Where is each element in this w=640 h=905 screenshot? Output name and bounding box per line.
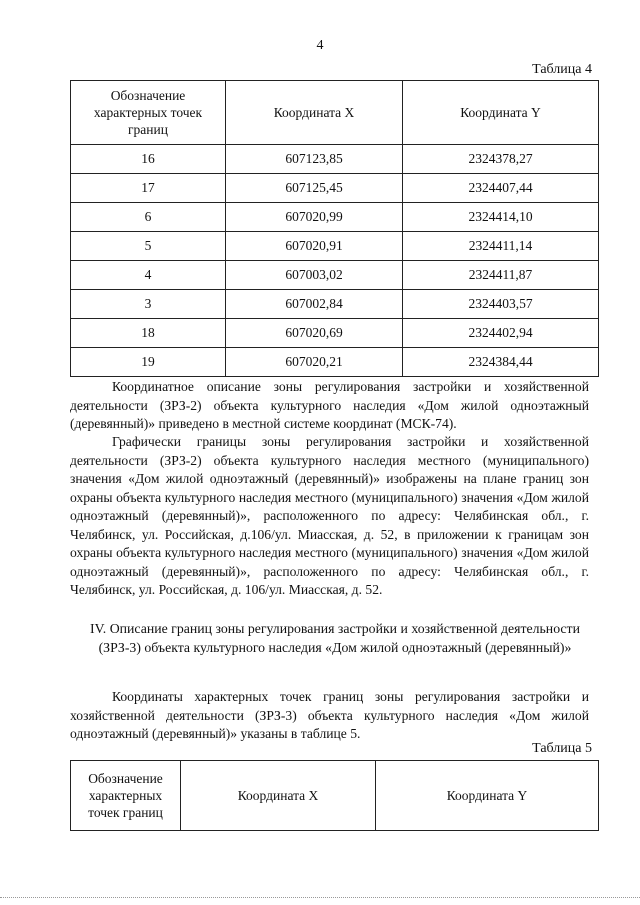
cell-coord-x: 607123,85 bbox=[226, 145, 403, 174]
paragraph-zrz3-reference: Координаты характерных точек границ зоны регулирования застройки и хозяйственной деятельности (ЗРЗ-3) объекта культурного наследия «Дом жилой одноэтажный (деревянный)» указаны в таблице 5. bbox=[70, 689, 589, 741]
page-number: 4 bbox=[316, 38, 324, 53]
cell-point-id: 18 bbox=[71, 319, 226, 348]
cell-coord-x: 607020,91 bbox=[226, 232, 403, 261]
table-row bbox=[71, 261, 599, 290]
paragraph-zrz2-graphics: Графически границы зоны регулирования застройки и хозяйственной деятельности (ЗРЗ-2) объекта культурного наследия местного (муниципального) значения «Дом жилой одноэтажный (деревянный)» изображены на плане границ зон охраны объекта культурного наследия местного (муниципального) значения «Дом жилой одноэтажный (деревянный)», расположенного по адресу: Челябинская обл., г. Челябинск, ул. Российская, д.106/ул. Миасская, д. 52, в приложении к границам зон охраны объекта культурного наследия местного (муниципального) значения «Дом жилой одноэтажный (деревянный)», расположенного по адресу: Челябинская обл., г. Челябинск, ул. Российская, д. 106/ул. Миасская, д. 52. bbox=[70, 434, 589, 597]
cell-coord-y: 2324378,27 bbox=[403, 145, 599, 174]
table-row bbox=[71, 348, 599, 377]
cell-coord-x: 607020,99 bbox=[226, 203, 403, 232]
header-coord-x: Координата X bbox=[181, 761, 376, 831]
cell-coord-x: 607002,84 bbox=[226, 290, 403, 319]
table-row bbox=[71, 174, 599, 203]
cell-coord-x: 607003,02 bbox=[226, 261, 403, 290]
cell-coord-x: 607020,69 bbox=[226, 319, 403, 348]
table-row bbox=[71, 319, 599, 348]
cell-coord-x: 607125,45 bbox=[226, 174, 403, 203]
coordinates-table-4 bbox=[70, 80, 599, 377]
cell-coord-y: 2324403,57 bbox=[403, 290, 599, 319]
cell-point-id: 4 bbox=[71, 261, 226, 290]
table-row bbox=[71, 203, 599, 232]
cell-point-id: 17 bbox=[71, 174, 226, 203]
header-points: Обозначение характерных точек границ bbox=[71, 761, 181, 831]
cell-coord-y: 2324411,87 bbox=[403, 261, 599, 290]
table-4-caption: Таблица 4 bbox=[532, 62, 592, 77]
header-points: Обозначение характерных точек границ bbox=[71, 81, 226, 145]
table-row bbox=[71, 145, 599, 174]
cell-coord-x: 607020,21 bbox=[226, 348, 403, 377]
cell-coord-y: 2324414,10 bbox=[403, 203, 599, 232]
header-coord-y: Координата Y bbox=[403, 81, 599, 145]
table-row bbox=[71, 232, 599, 261]
page-bottom-divider bbox=[0, 897, 640, 898]
coordinates-table-5 bbox=[70, 760, 599, 831]
paragraph-zrz2-coordinates: Координатное описание зоны регулирования застройки и хозяйственной деятельности (ЗРЗ-2) объекта культурного наследия «Дом жилой одноэтажный (деревянный)» приведено в местной системе координат (МСК-74). bbox=[70, 379, 589, 431]
header-coord-y: Координата Y bbox=[376, 761, 599, 831]
cell-coord-y: 2324411,14 bbox=[403, 232, 599, 261]
header-coord-x: Координата X bbox=[226, 81, 403, 145]
cell-point-id: 16 bbox=[71, 145, 226, 174]
cell-coord-y: 2324402,94 bbox=[403, 319, 599, 348]
table-5-caption: Таблица 5 bbox=[532, 741, 592, 756]
table-row bbox=[71, 290, 599, 319]
cell-point-id: 6 bbox=[71, 203, 226, 232]
section-iv-title: IV. Описание границ зоны регулирования застройки и хозяйственной деятельности (ЗРЗ-3) объекта культурного наследия «Дом жилой одноэтажный (деревянный)» bbox=[90, 621, 580, 655]
cell-point-id: 19 bbox=[71, 348, 226, 377]
cell-point-id: 5 bbox=[71, 232, 226, 261]
cell-coord-y: 2324384,44 bbox=[403, 348, 599, 377]
cell-coord-y: 2324407,44 bbox=[403, 174, 599, 203]
cell-point-id: 3 bbox=[71, 290, 226, 319]
